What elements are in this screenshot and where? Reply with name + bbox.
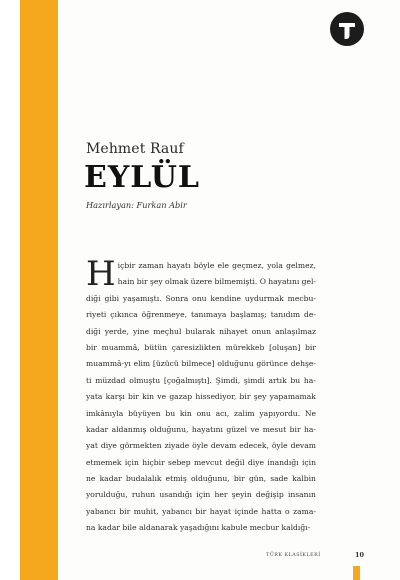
word: de- bbox=[304, 310, 316, 320]
word: bir bbox=[233, 474, 245, 484]
word: kalbin bbox=[292, 474, 316, 484]
word: yabancı bbox=[162, 506, 192, 516]
word: kin bbox=[142, 392, 155, 402]
word: bir bbox=[305, 342, 316, 352]
word: muammâ-yı bbox=[86, 359, 131, 369]
editor-credit: Hazırlayan: Furkan Abir bbox=[86, 200, 187, 210]
word: etmemek bbox=[86, 457, 122, 467]
text-line bbox=[118, 258, 316, 274]
word: şeyin bbox=[231, 490, 252, 500]
word: artık bbox=[268, 375, 287, 385]
word: bu bbox=[165, 408, 176, 418]
word: [oluşan] bbox=[269, 342, 301, 352]
word: değişip bbox=[255, 490, 284, 500]
series-name: TÜRK KLASİKLERİ bbox=[266, 553, 321, 558]
word: karşı bbox=[105, 392, 125, 402]
word: bir bbox=[289, 424, 301, 434]
author-name: Mehmet Rauf bbox=[86, 141, 184, 157]
word: içinde bbox=[234, 506, 258, 516]
dropcap-letter: H bbox=[86, 254, 116, 294]
text-line bbox=[86, 406, 316, 422]
text-line bbox=[86, 291, 316, 307]
word: anlaşılmaz bbox=[275, 326, 316, 336]
text-line bbox=[86, 471, 316, 487]
word: içbir bbox=[117, 261, 136, 270]
word: diği bbox=[86, 326, 101, 336]
word: onun bbox=[251, 326, 272, 336]
word: ruhun bbox=[131, 490, 156, 500]
word: ti bbox=[86, 375, 92, 385]
word: gün, bbox=[248, 474, 266, 484]
word: çaresizlikten bbox=[171, 342, 221, 352]
orange-page-tab bbox=[353, 566, 360, 580]
word: hiçbir bbox=[142, 457, 165, 467]
word: [üzücü bbox=[152, 359, 179, 369]
word: ha- bbox=[303, 375, 316, 385]
word: yine bbox=[133, 326, 150, 336]
word: riyeti bbox=[86, 310, 107, 320]
text-line bbox=[86, 389, 316, 405]
word: bilmemişti. bbox=[214, 277, 258, 287]
word: budalalık bbox=[125, 474, 162, 484]
word: ve bbox=[157, 392, 167, 402]
page-number: 10 bbox=[355, 551, 365, 559]
word: gibi bbox=[104, 293, 120, 303]
word: geçmez, bbox=[232, 261, 264, 270]
word: Şimdi, bbox=[215, 375, 241, 385]
word: şimdi bbox=[243, 375, 265, 385]
word: olmak bbox=[165, 277, 189, 287]
word: hayatını bbox=[268, 277, 300, 287]
word: başlamış; bbox=[230, 310, 267, 320]
word: uydurmak bbox=[244, 293, 284, 303]
text-line bbox=[86, 324, 316, 340]
text-line bbox=[86, 504, 316, 520]
word: tanımaya bbox=[190, 310, 227, 320]
word: bu bbox=[290, 375, 301, 385]
word: kadar bbox=[86, 424, 109, 434]
text-line bbox=[86, 487, 316, 503]
word: için bbox=[301, 457, 316, 467]
word: yapamamak bbox=[269, 392, 316, 402]
word: elim bbox=[133, 359, 151, 369]
orange-spine-band bbox=[20, 0, 58, 580]
word: öyle bbox=[271, 441, 288, 451]
text-line bbox=[86, 340, 316, 356]
word: mesut bbox=[262, 424, 287, 434]
word: onu bbox=[192, 293, 207, 303]
word: tanıdım bbox=[270, 310, 301, 320]
word: inandığı bbox=[267, 457, 299, 467]
word: her bbox=[214, 490, 228, 500]
word: kin bbox=[179, 408, 192, 418]
word: hayatını bbox=[191, 424, 223, 434]
word: bir bbox=[119, 506, 131, 516]
word: yaşamıştı. bbox=[122, 293, 162, 303]
word: şey bbox=[149, 277, 163, 287]
word: olmuştu bbox=[129, 375, 161, 385]
word: için bbox=[124, 457, 139, 467]
word: büyüyen bbox=[128, 408, 161, 418]
word: yata bbox=[86, 392, 103, 402]
word: görmekten bbox=[119, 441, 162, 451]
word: gelmez, bbox=[286, 261, 316, 270]
word: sebep bbox=[168, 457, 191, 467]
word: görünce bbox=[256, 359, 288, 369]
word: muhit, bbox=[133, 506, 159, 516]
word: gazap bbox=[169, 392, 193, 402]
word: çıkınca bbox=[110, 310, 138, 320]
word: hissediyor, bbox=[195, 392, 237, 402]
word: etmiş bbox=[165, 474, 187, 484]
word: olduğunu bbox=[217, 359, 254, 369]
word: yapıyordu. bbox=[259, 408, 301, 418]
word: öyle bbox=[192, 441, 208, 451]
word: ve bbox=[250, 424, 260, 434]
word: böyle bbox=[193, 261, 215, 270]
word: güzel bbox=[226, 424, 248, 434]
word: kadar bbox=[99, 474, 122, 484]
word: diye bbox=[247, 457, 264, 467]
word: mevcut bbox=[193, 457, 223, 467]
word: diye bbox=[100, 441, 117, 451]
word: O bbox=[259, 277, 266, 287]
word: değil bbox=[225, 457, 245, 467]
word: hayatı bbox=[166, 261, 191, 270]
text-line bbox=[118, 274, 316, 290]
word: hatta bbox=[261, 506, 282, 516]
word: imkânıyla bbox=[86, 408, 124, 418]
word: mecbu- bbox=[287, 293, 316, 303]
word: usandığı bbox=[159, 490, 193, 500]
word: kendine bbox=[210, 293, 242, 303]
word: yola bbox=[267, 261, 283, 270]
text-line: na kadar bile aldanarak yaşadığını kabule mecbur kaldığı- bbox=[86, 523, 311, 533]
word: sade bbox=[270, 474, 288, 484]
word: üzere bbox=[190, 277, 213, 287]
word: acı, bbox=[215, 408, 230, 418]
word: muammâ, bbox=[101, 342, 140, 352]
word: onu bbox=[196, 408, 211, 418]
word: zama- bbox=[293, 506, 316, 516]
word: bir bbox=[86, 342, 97, 352]
body-text bbox=[86, 254, 316, 537]
word: yerde, bbox=[104, 326, 129, 336]
word: dehşe- bbox=[290, 359, 316, 369]
word: bilmece] bbox=[181, 359, 215, 369]
word: yabancı bbox=[86, 506, 116, 516]
word: meçhul bbox=[153, 326, 182, 336]
text-line bbox=[86, 307, 316, 323]
word: ne bbox=[86, 474, 96, 484]
book-title: EYLÜL bbox=[84, 160, 200, 195]
word: zalim bbox=[234, 408, 255, 418]
word: hayat bbox=[209, 506, 232, 516]
word: için bbox=[196, 490, 211, 500]
word: diği bbox=[86, 293, 101, 303]
word: mürekkeb bbox=[225, 342, 265, 352]
text-line bbox=[86, 455, 316, 471]
word: öğrenmeye, bbox=[141, 310, 187, 320]
word: bir bbox=[136, 277, 148, 287]
word: olduğunu, bbox=[149, 424, 189, 434]
word: yat bbox=[86, 441, 98, 451]
word: bir bbox=[239, 392, 251, 402]
word: edecek, bbox=[239, 441, 269, 451]
word: hain bbox=[117, 277, 135, 287]
word: nihayet bbox=[219, 326, 248, 336]
text-line bbox=[86, 356, 316, 372]
text-line bbox=[86, 422, 316, 438]
text-line bbox=[86, 438, 316, 454]
word: devam bbox=[290, 441, 316, 451]
word: ha- bbox=[304, 424, 316, 434]
word: aldanmış bbox=[111, 424, 147, 434]
word: bir bbox=[127, 392, 139, 402]
word: devam bbox=[210, 441, 237, 451]
word: ele bbox=[217, 261, 229, 270]
word: bir bbox=[195, 506, 207, 516]
word: olduğunu, bbox=[190, 474, 230, 484]
word: müzdad bbox=[95, 375, 126, 385]
word: Sonra bbox=[165, 293, 189, 303]
word: [çoğalmıştı]. bbox=[163, 375, 212, 385]
word: Ne bbox=[304, 408, 316, 418]
word: bütün bbox=[144, 342, 167, 352]
word: insanın bbox=[287, 490, 316, 500]
word: zaman bbox=[138, 261, 164, 270]
word: gel- bbox=[301, 277, 316, 287]
word: o bbox=[285, 506, 290, 516]
word: yorulduğu, bbox=[86, 490, 128, 500]
word: şey bbox=[253, 392, 267, 402]
publisher-logo-icon bbox=[330, 12, 364, 46]
text-line bbox=[86, 373, 316, 389]
word: ziyade bbox=[164, 441, 190, 451]
word: bularak bbox=[185, 326, 215, 336]
